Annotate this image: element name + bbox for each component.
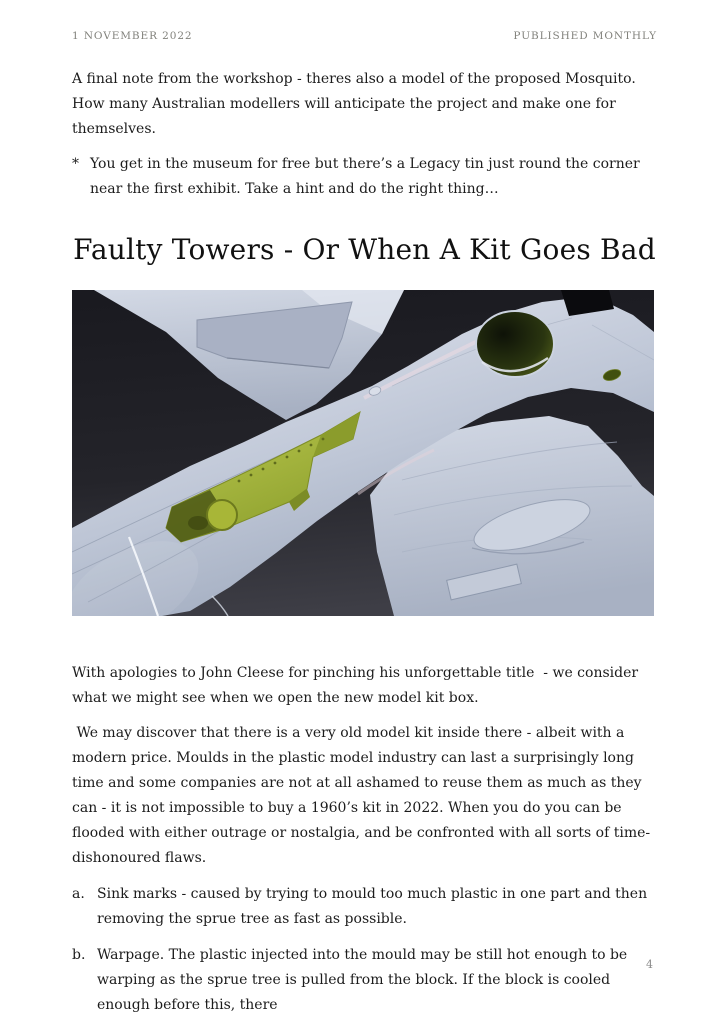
cockpit-former (207, 500, 237, 530)
flaw-item-b-text: Warpage. The plastic injected into the mould may be still hot enough to be warping as the sprue tree is pulled from the block. If the block is cooled enough before this, there (97, 947, 632, 1013)
flaw-item-a-marker: a. (72, 886, 85, 902)
article-title: Faulty Towers - Or When A Kit Goes Bad (73, 233, 656, 266)
flaw-item-b (72, 943, 657, 1018)
model-aircraft-photo-illustration (72, 290, 654, 616)
page-header (72, 30, 657, 42)
workshop-note-paragraph: A final note from the workshop - theres also a model of the proposed Mosquito. How many Australian modellers will anticipate the project and make one for themselves. (72, 71, 641, 137)
footnote-text: You get in the museum for free but there’s a Legacy tin just round the corner near the first exhibit. Take a hint and do the right thing… (90, 156, 645, 197)
turret-hole (476, 311, 554, 377)
article-photo (72, 290, 654, 616)
flaw-item-a-text: Sink marks - caused by trying to mould too much plastic in one part and then removing the sprue tree as fast as possible. (97, 886, 652, 927)
flaw-item-b-marker: b. (72, 947, 86, 963)
paragraph-old-kit: We may discover that there is a very old model kit inside there - albeit with a modern price. Moulds in the plastic model industry can last a surprisingly long time and some companies are not at all ashamed to reuse them as much as they can - it is not impossible to buy a 1960’s kit in 2022. When you do you can be flooded with either outrage or nostalgia, and be confronted with all sorts of time-dishonoured flaws. (72, 725, 651, 866)
paragraph-apologies: With apologies to John Cleese for pinching his unforgettable title - we consider what we might see when we open the new model kit box. (72, 665, 643, 706)
footnote-marker: * (72, 156, 79, 172)
header-publication: PUBLISHED MONTHLY (513, 30, 657, 42)
footnote (72, 152, 657, 202)
page-number: 4 (646, 958, 653, 971)
header-date: 1 NOVEMBER 2022 (72, 30, 193, 42)
flaw-item-a (72, 882, 657, 932)
